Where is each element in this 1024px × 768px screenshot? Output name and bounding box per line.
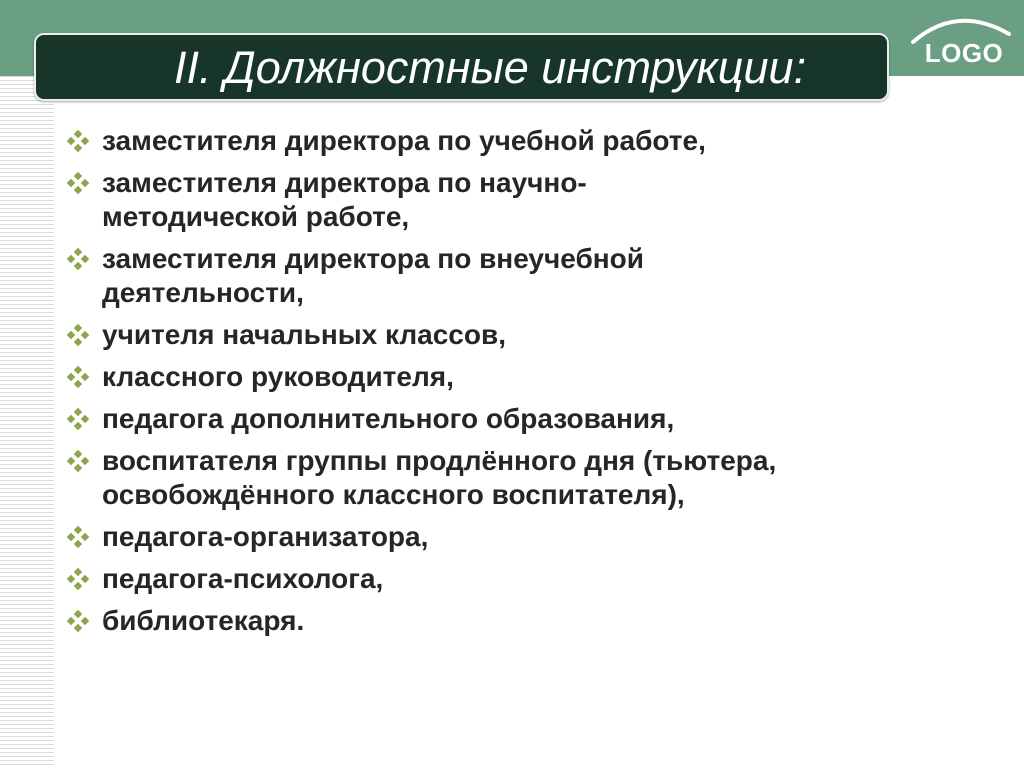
list-item-text xyxy=(102,166,1004,234)
list-item-line: деятельности, xyxy=(102,277,304,308)
list-item-line: классного руководителя, xyxy=(102,361,454,392)
list-item xyxy=(64,444,1004,512)
list-item xyxy=(64,360,1004,394)
list-item xyxy=(64,318,1004,352)
list-item-text xyxy=(102,604,1004,638)
list-item xyxy=(64,242,1004,310)
list-item-line: заместителя директора по учебной работе, xyxy=(102,125,706,156)
list-item-text xyxy=(102,562,1004,596)
list-item-text xyxy=(102,242,1004,310)
diamond-cluster-icon xyxy=(66,171,90,195)
list-item-text xyxy=(102,318,1004,352)
list-item-line: заместителя директора по внеучебной xyxy=(102,243,644,274)
list-item-line: педагога дополнительного образования, xyxy=(102,403,675,434)
diamond-cluster-icon xyxy=(66,365,90,389)
list-item xyxy=(64,124,1004,158)
list-item-text xyxy=(102,520,1004,554)
diamond-cluster-icon xyxy=(66,247,90,271)
list-item-text xyxy=(102,360,1004,394)
title-box xyxy=(34,33,889,101)
diamond-cluster-icon xyxy=(66,449,90,473)
list-item-text xyxy=(102,402,1004,436)
list-item xyxy=(64,604,1004,638)
diamond-cluster-icon xyxy=(66,323,90,347)
slide-title: II. Должностные инструкции: xyxy=(174,42,807,93)
list-item-line: педагога-психолога, xyxy=(102,563,384,594)
logo-text: LOGO xyxy=(924,38,1004,68)
list-item-text xyxy=(102,124,1004,158)
list-item xyxy=(64,166,1004,234)
list-item-line: методической работе, xyxy=(102,201,410,232)
list-item-text xyxy=(102,444,1004,512)
diamond-cluster-icon xyxy=(66,567,90,591)
logo xyxy=(905,8,1015,74)
list-item-line: педагога-организатора, xyxy=(102,521,429,552)
list-item-line: учителя начальных классов, xyxy=(102,319,506,350)
diamond-cluster-icon xyxy=(66,525,90,549)
diamond-cluster-icon xyxy=(66,129,90,153)
list-item-line: освобождённого классного воспитателя), xyxy=(102,479,685,510)
list-item xyxy=(64,562,1004,596)
bullet-list xyxy=(64,124,1004,646)
list-item-line: библиотекаря. xyxy=(102,605,305,636)
list-item xyxy=(64,520,1004,554)
list-item-line: заместителя директора по научно- xyxy=(102,167,587,198)
diamond-cluster-icon xyxy=(66,407,90,431)
list-item-line: воспитателя группы продлённого дня (тьютера, xyxy=(102,445,777,476)
list-item xyxy=(64,402,1004,436)
decorative-stripes xyxy=(0,76,54,768)
diamond-cluster-icon xyxy=(66,609,90,633)
